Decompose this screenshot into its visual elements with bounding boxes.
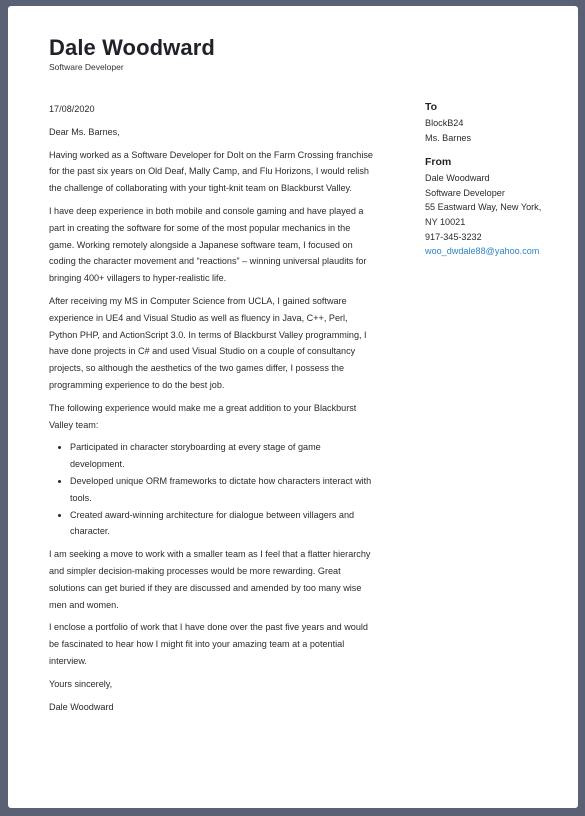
letter-page [8, 6, 578, 808]
paragraph: Having worked as a Software Developer for DoIt on the Farm Crossing franchise for the past six years on Old Deaf, Mally Camp, and Flu Horizons, I would relish the challenge of collaborating with your tight-knit team on Blackburst Valley. [49, 149, 373, 194]
paragraph: I enclose a portfolio of work that I have done over the past five years and would be fascinated to hear how I might fit into your amazing team at a potential interview. [49, 622, 368, 666]
experience-list [49, 439, 377, 540]
signoff: Yours sincerely, [49, 678, 113, 689]
paragraph: I have deep experience in both mobile and console gaming and have played a part in creating the software for some of the most popular mechanics in the game. Working remotely alongside a Japanese software team, I focused on coding the character movement and “reactions” – winning universal plaudits for bringing 400+ villagers to hyper-realistic life. [49, 205, 367, 284]
to-heading: To [425, 101, 438, 113]
recipient-name: Ms. Barnes [425, 132, 471, 143]
recipient-company: BlockB24 [425, 118, 464, 128]
letter-body [49, 101, 377, 721]
sender-title: Software Developer [425, 187, 505, 198]
from-heading: From [425, 156, 452, 169]
list-item: • Created award-winning architecture for dialogue between villagers and character. [70, 507, 377, 541]
paragraph: I am seeking a move to work with a smaller team as I feel that a flatter hierarchy and simpler decision-making processes would be more rewarding. Great solutions can get buried if they are discussed and amended by too many wise men and women. [49, 549, 371, 610]
applicant-title: Software Developer [49, 62, 124, 72]
letter-date: 17/08/2020 [49, 104, 95, 114]
recipient-block [425, 100, 555, 145]
contact-sidebar [425, 100, 555, 269]
sender-block [425, 155, 555, 259]
sender-address: 55 Eastward Way, New York, NY 10021 [425, 202, 542, 227]
sender-phone: 917-345-3232 [425, 231, 482, 242]
list-item: • Developed unique ORM frameworks to dictate how characters interact with tools. [70, 473, 377, 507]
signature: Dale Woodward [49, 701, 114, 712]
list-item: • Participated in character storyboarding at every stage of game development. [70, 439, 377, 473]
salutation: Dear Ms. Barnes, [49, 126, 120, 137]
applicant-name: Dale Woodward [49, 35, 215, 60]
paragraph: The following experience would make me a great addition to your Blackburst Valley team: [49, 402, 357, 430]
sender-name: Dale Woodward [425, 173, 490, 184]
sender-email-link[interactable]: woo_dwdale88@yahoo.com [425, 246, 540, 257]
paragraph: After receiving my MS in Computer Science from UCLA, I gained software experience in UE4 and Visual Studio as well as fluency in Java, C++, Perl, Python PHP, and ActionScript 3.0. In terms of Blackburst Valley programming, I have done projects in C# and used Visual Studio on a couple of consultancy projects, so although the aesthetics of the two games differ, I possess the programming experience to do the best job. [49, 295, 367, 390]
